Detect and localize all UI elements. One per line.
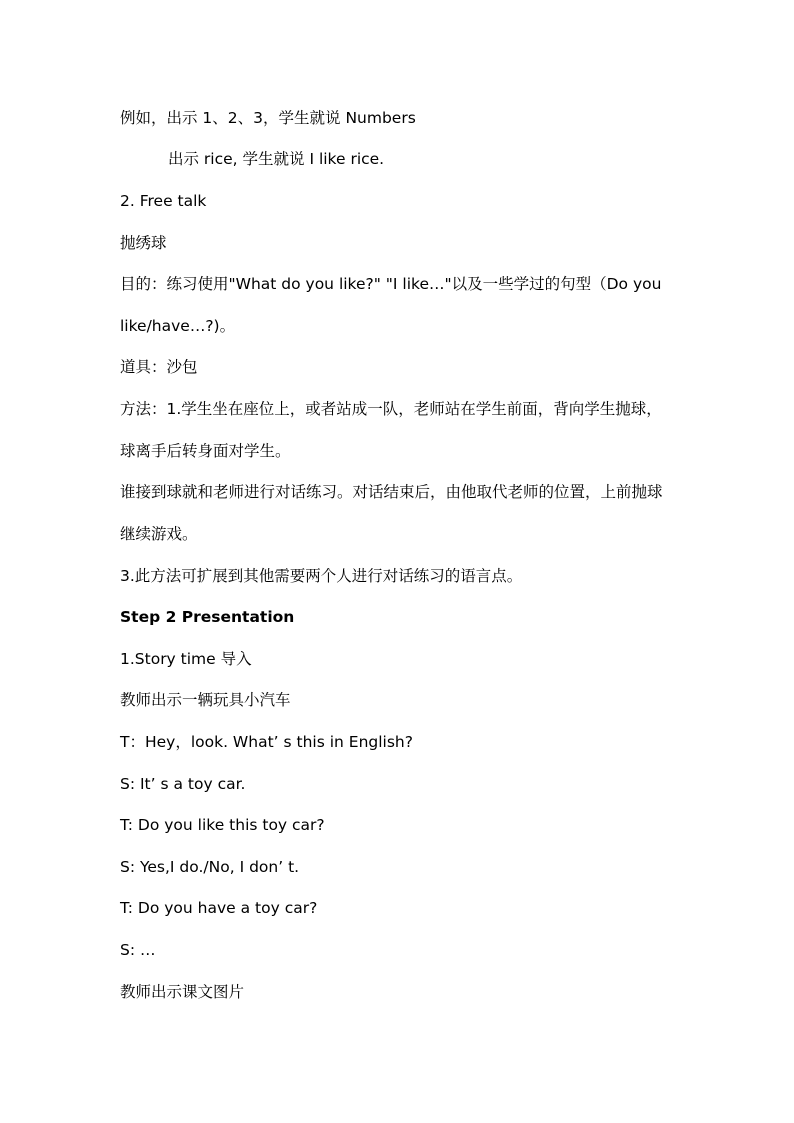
dialogue-line-3: T: Do you like this toy car?: [120, 816, 325, 834]
teacher-shows-text-image: 教师出示课文图片: [120, 983, 245, 1001]
dialogue-line-4: S: Yes,I do./No, I don’ t.: [120, 858, 300, 876]
activity-step-3: 3.此方法可扩展到其他需要两个人进行对话练习的语言点。: [120, 567, 523, 585]
story-time-intro: 1.Story time 导入: [120, 650, 252, 668]
example-line-numbers: 例如，出示 1、2、3，学生就说 Numbers: [120, 109, 416, 127]
activity-title: 抛绣球: [120, 234, 167, 252]
dialogue-line-6: S: …: [120, 941, 156, 959]
example-line-rice: 出示 rice, 学生就说 I like rice.: [168, 150, 385, 168]
dialogue-line-5: T: Do you have a toy car?: [120, 899, 318, 917]
activity-step-2: 谁接到球就和老师进行对话练习。对话结束后，由他取代老师的位置，上前抛球: [120, 483, 663, 501]
dialogue-line-2: S: It’ s a toy car.: [120, 775, 246, 793]
dialogue-line-1: T：Hey，look. What’ s this in English?: [120, 733, 413, 751]
section-heading-presentation: Step 2 Presentation: [120, 608, 295, 626]
activity-purpose-continued: like/have…?)。: [120, 317, 236, 335]
activity-method-continued: 球离手后转身面对学生。: [120, 442, 291, 460]
teacher-shows-toy-car: 教师出示一辆玩具小汽车: [120, 691, 291, 709]
section-free-talk: 2. Free talk: [120, 192, 207, 210]
activity-purpose: 目的：练习使用"What do you like?" "I like…"以及一些学过的句型（Do you: [120, 275, 662, 293]
activity-method: 方法：1.学生坐在座位上，或者站成一队，老师站在学生前面，背向学生抛球，: [120, 400, 662, 418]
activity-props: 道具：沙包: [120, 358, 198, 376]
activity-step-2-continued: 继续游戏。: [120, 525, 198, 543]
